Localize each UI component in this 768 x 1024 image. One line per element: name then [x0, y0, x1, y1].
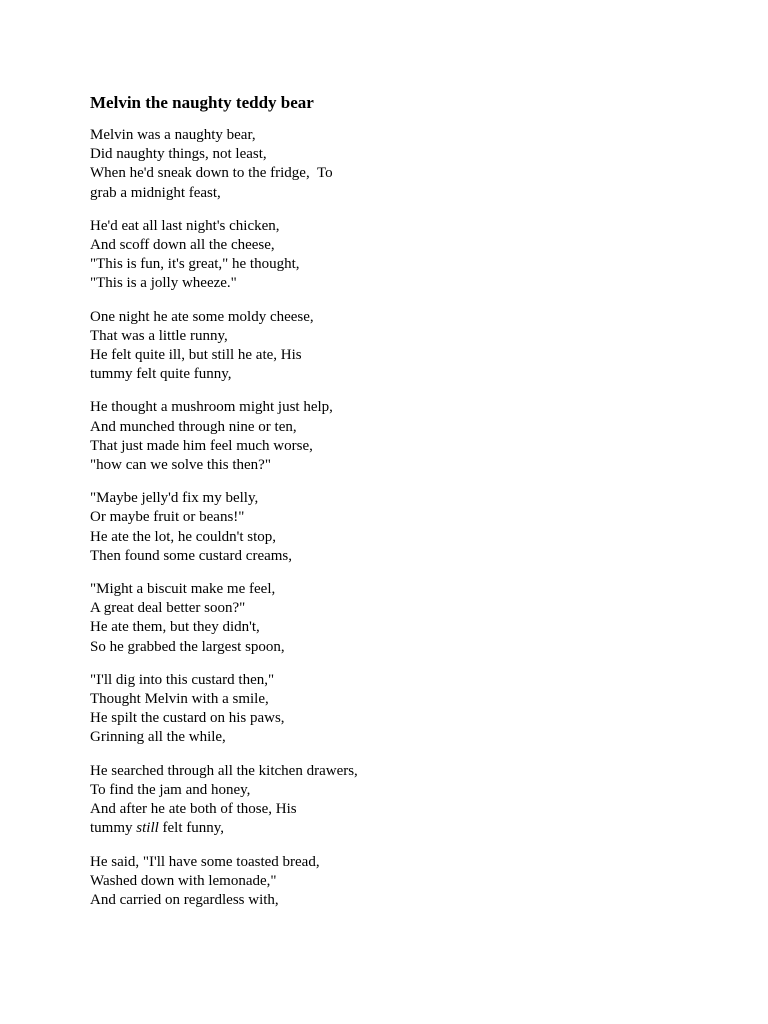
poem-line: Washed down with lemonade," [90, 872, 277, 889]
poem-line: "Maybe jelly'd fix my belly, [90, 490, 259, 507]
poem-line: He ate the lot, he couldn't stop, [90, 528, 276, 545]
poem-line: A great deal better soon?" [90, 600, 246, 617]
poem-line: He thought a mushroom might just help, [90, 399, 333, 416]
poem-title: Melvin the naughty teddy bear [90, 93, 314, 112]
poem-line: He said, "I'll have some toasted bread, [90, 853, 320, 870]
poem-line: So he grabbed the largest spoon, [90, 638, 285, 655]
poem-line: He felt quite ill, but still he ate, His [90, 347, 302, 364]
stanza [90, 580, 690, 657]
poem-line: Did naughty things, not least, [90, 146, 267, 163]
poem-line: When he'd sneak down to the fridge, To [90, 165, 333, 182]
poem-line: He ate them, but they didn't, [90, 619, 260, 636]
poem-line: He searched through all the kitchen drawers, [90, 762, 358, 779]
poem-line: And scoff down all the cheese, [90, 237, 275, 254]
poem-line: And munched through nine or ten, [90, 418, 297, 435]
poem-line: "This is fun, it's great," he thought, [90, 256, 300, 273]
poem-page [90, 92, 690, 924]
poem-line [90, 819, 690, 838]
poem-line: He'd eat all last night's chicken, [90, 217, 280, 234]
poem-line: He spilt the custard on his paws, [90, 710, 285, 727]
stanza [90, 853, 690, 911]
stanza [90, 308, 690, 385]
poem-line: That was a little runny, [90, 327, 228, 344]
poem-line: Or maybe fruit or beans!" [90, 509, 245, 526]
stanza [90, 126, 690, 203]
line-text: felt funny, [158, 820, 225, 837]
poem-line: To find the jam and honey, [90, 781, 251, 798]
poem-line: "I'll dig into this custard then," [90, 671, 275, 688]
stanza [90, 217, 690, 294]
stanza [90, 398, 690, 475]
stanza [90, 762, 690, 839]
poem-line: "This is a jolly wheeze." [90, 275, 237, 292]
poem-line: tummy felt quite funny, [90, 366, 232, 383]
poem-line: "how can we solve this then?" [90, 457, 271, 474]
poem-line: That just made him feel much worse, [90, 437, 313, 454]
stanza [90, 671, 690, 748]
poem-line: Melvin was a naughty bear, [90, 127, 256, 143]
italic-word: still [136, 820, 159, 837]
line-text: tummy [90, 820, 137, 837]
poem-line: And carried on regardless with, [90, 891, 279, 908]
poem-line: "Might a biscuit make me feel, [90, 581, 276, 598]
poem-line: Thought Melvin with a smile, [90, 691, 269, 708]
poem-line: grab a midnight feast, [90, 184, 221, 201]
poem-line: One night he ate some moldy cheese, [90, 308, 314, 325]
poem-line: Then found some custard creams, [90, 547, 293, 564]
stanza [90, 489, 690, 566]
poem-line: And after he ate both of those, His [90, 801, 297, 818]
poem-line: Grinning all the while, [90, 729, 226, 746]
